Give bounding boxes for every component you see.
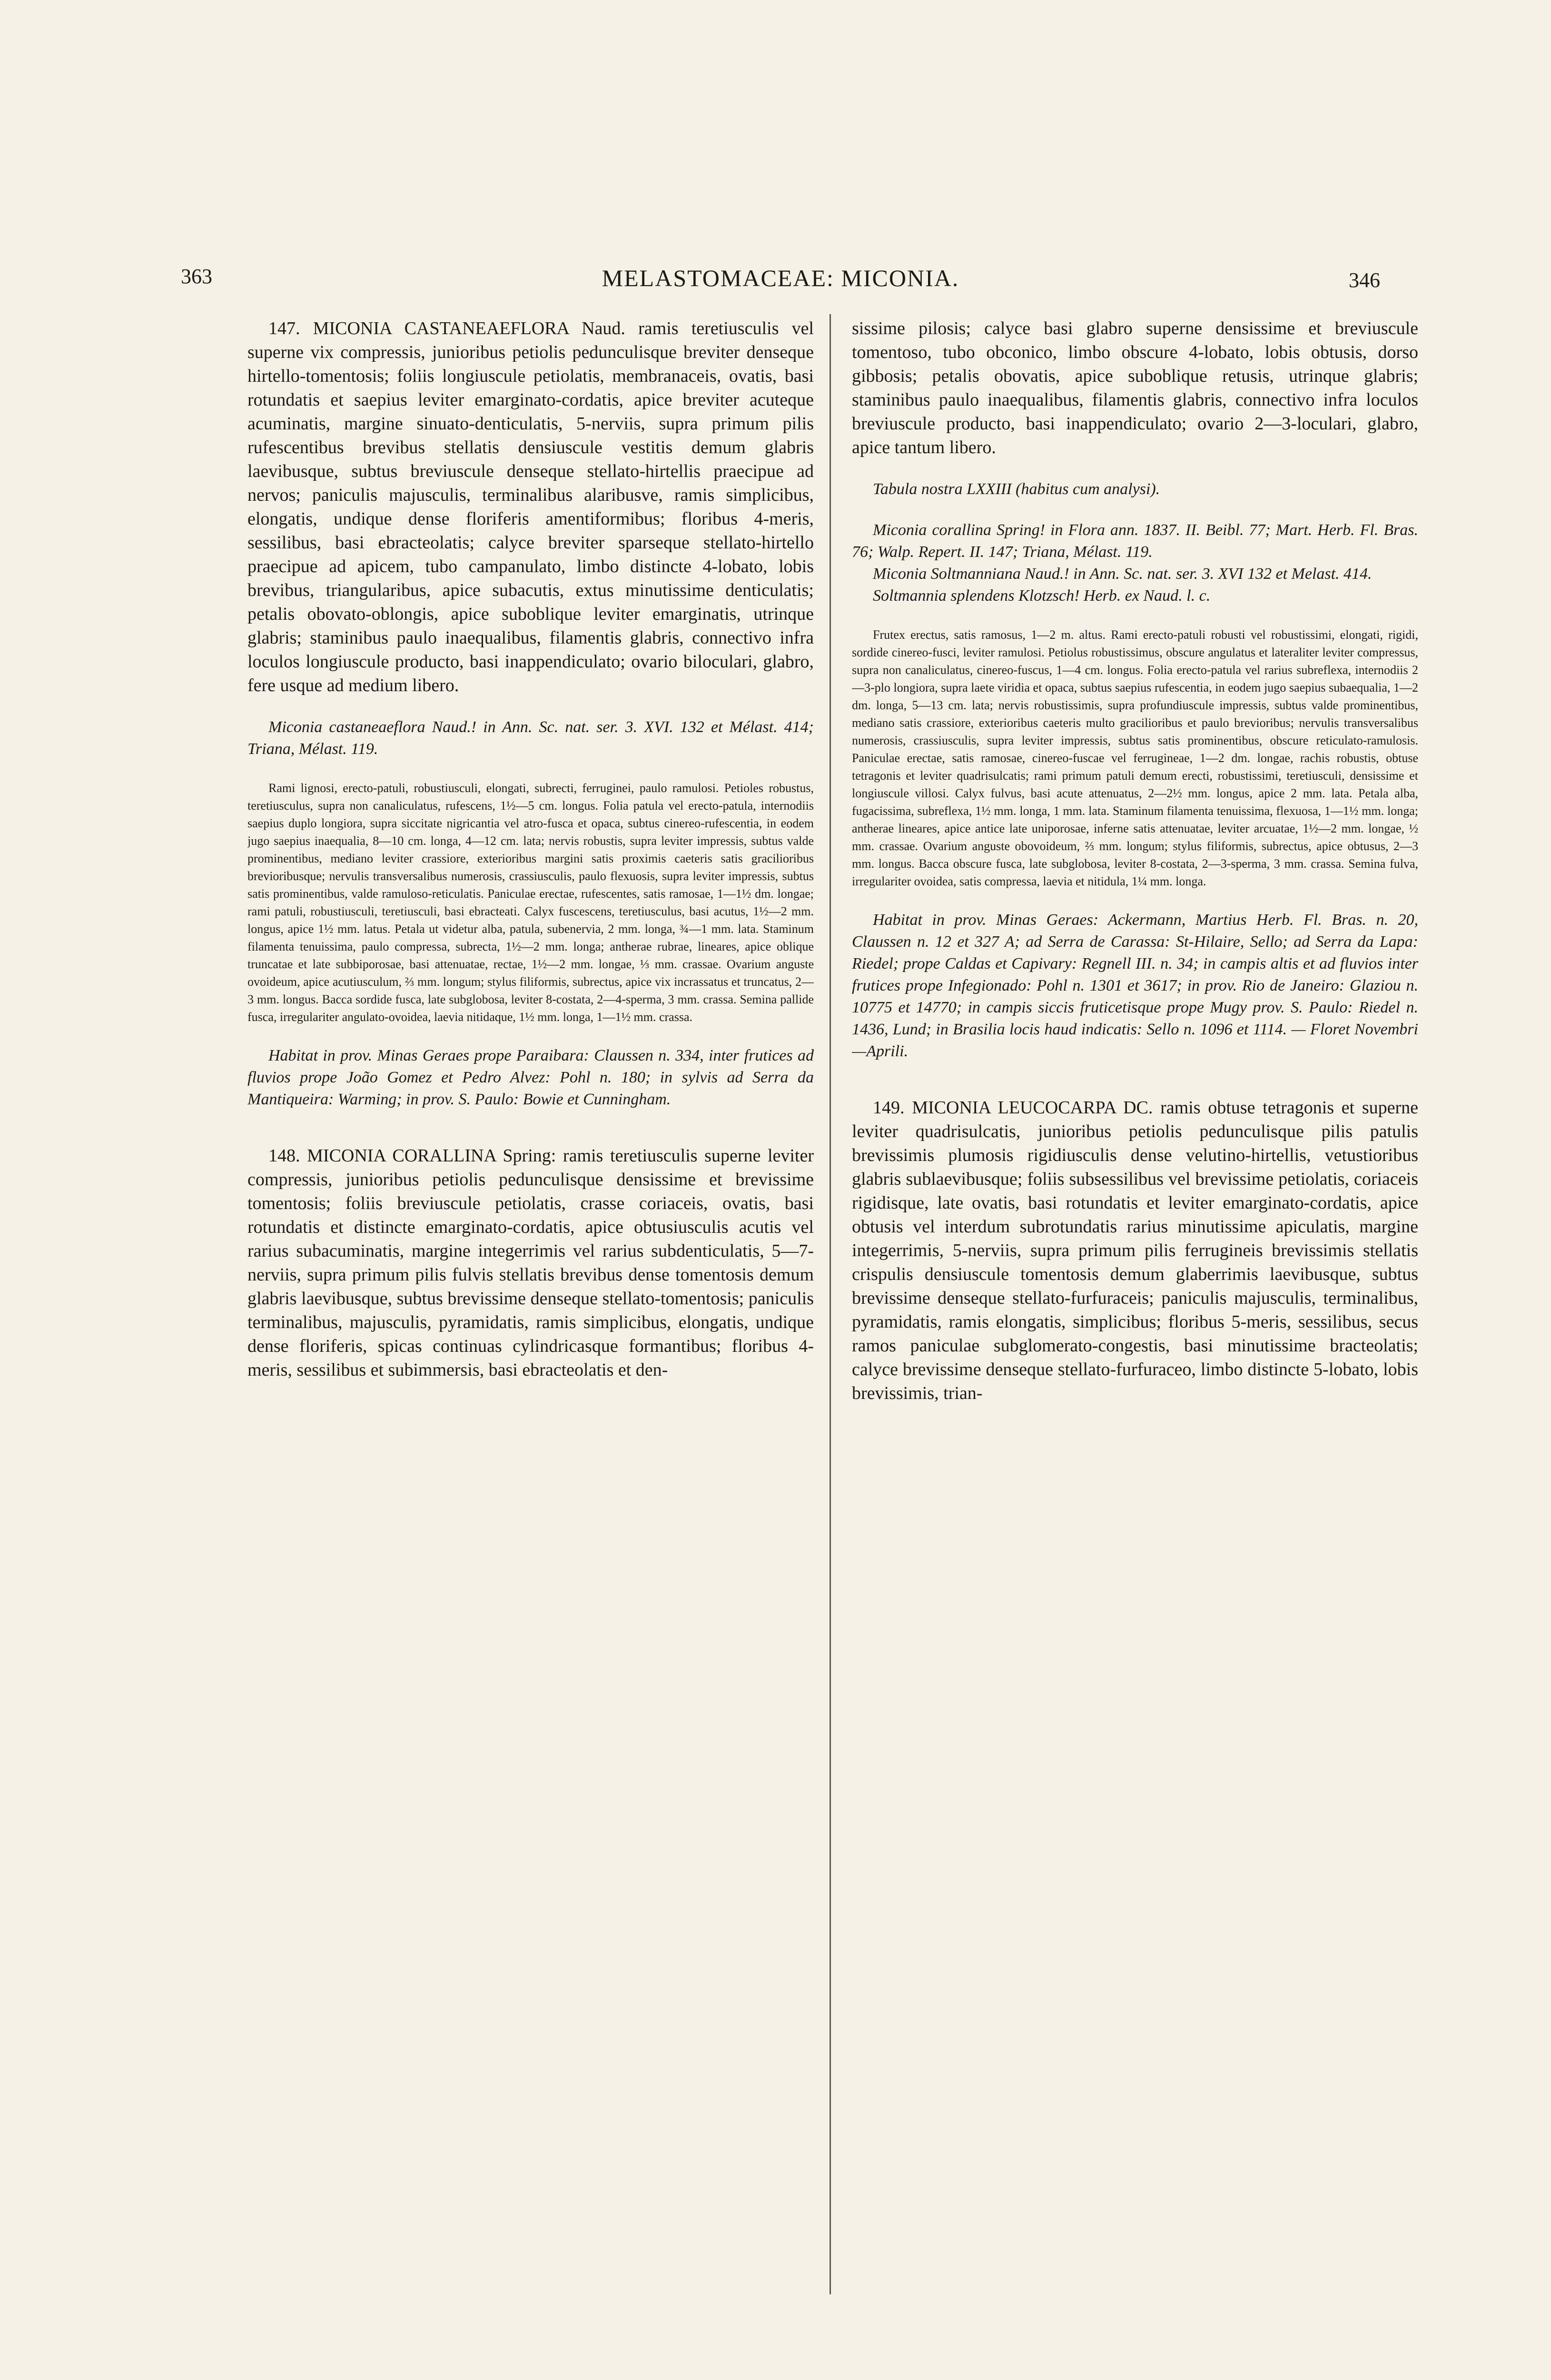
species-148-synonym-1: Miconia corallina Spring! in Flora ann. 1837. II. Beibl. 77; Mart. Herb. Fl. Bras. 76; Walp. Repert. II. 147; Triana, Mélast. 119. (852, 521, 1418, 561)
page-number-right: 346 (1349, 268, 1380, 292)
running-header (181, 264, 1380, 307)
species-147-description: 147. MICONIA CASTANEAEFLORA Naud. ramis teretiusculis vel superne vix compressis, junioribus petiolis pedunculisque breviter denseque hirtello-tomentosis; foliis longiuscule petiolatis, membranaceis, ovatis, basi rotundatis et saepius leviter emarginato-cordatis, apice breviter acuteque acuminatis, margine sinuato-denticulatis, 5-nerviis, supra primum pilis rufescentibus brevibus stellatis densiuscule vestitis demum glabris laevibusque, subtus breviuscule denseque stellato-hirtellis praecipue ad nervos; paniculis majusculis, terminalibus alaribusve, ramis simplicibus, elongatis, undique dense floriferis amentiformibus; floribus 4-meris, sessilibus, basi ebracteolatis; calyce breviter sparseque stellato-hirtello praecipue ad apicem, tubo campanulato, limbo distincte 4-lobato, lobis brevibus, triangularibus, apice subacutis, extus minutissime denticulatis; petalis obovato-oblongis, apice suboblique leviter emarginatis, utrinque glabris; staminibus paulo inaequalibus, filamentis glabris, connectivo infra loculos longiuscule producto, basi inappendiculato; ovario biloculari, glabro, fere usque ad medium libero. (247, 318, 814, 695)
species-148-synonym-2: Miconia Soltmanniana Naud.! in Ann. Sc. nat. ser. 3. XVI 132 et Melast. 414. (873, 565, 1372, 583)
species-148-habitat: Habitat in prov. Minas Geraes: Ackermann, Martius Herb. Fl. Bras. n. 20, Claussen n. 12 et 327 A; ad Serra de Carassa: St-Hilaire, Sello; ad Serra da Lapa: Riedel; prope Caldas et Capivary: Regnell III. n. 34; in campis altis et ad fluvios inter frutices prope Infegionado: Pohl n. 1301 et 3617; in prov. Rio de Janeiro: Glaziou n. 10775 et 14770; in campis siccis fruticetisque prope Mugy prov. S. Paulo: Riedel n. 1436, Lund; in Brasilia locis haud indicatis: Sello n. 1096 et 1114. — Floret Novembri—Aprili. (852, 911, 1418, 1060)
right-column (852, 317, 1418, 2363)
column-divider (830, 314, 831, 2294)
species-147-habitat: Habitat in prov. Minas Geraes prope Paraibara: Claussen n. 334, inter frutices ad fluvios prope João Gomez et Pedro Alvez: Pohl n. 180; in sylvis ad Serra da Mantiqueira: Warming; in prov. S. Paulo: Bowie et Cunningham. (247, 1047, 814, 1108)
species-148-description-continued: sissime pilosis; calyce basi glabro superne densissime et breviuscule tomentoso, tubo obconico, limbo obscure 4-lobato, lobis obtusis, dorso gibbosis; petalis obovatis, apice suboblique retusis, utrinque glabris; staminibus paulo inaequalibus, filamentis glabris, connectivo infra loculos breviuscule producto, basi inappendiculato; ovario 2—3-loculari, glabro, apice tantum libero. (852, 318, 1418, 457)
species-149-description: 149. MICONIA LEUCOCARPA DC. ramis obtuse tetragonis et superne leviter quadrisulcatis, junioribus petiolis pedunculisque pilis patulis brevissimis plumosis rigidiusculis dense velutino-hirtellis, vetustioribus glabris sublaevibusque; foliis subsessilibus vel brevissime petiolatis, coriaceis rigidisque, late ovatis, basi rotundatis et leviter emarginato-cordatis, apice obtusis vel interdum subrotundatis rarius minutissime apiculatis, margine integerrimis, 5-nerviis, supra primum pilis ferrugineis brevissimis stellatis crispulis densiuscule tomentosis demum glaberrimis laevibusque, subtus brevissime denseque stellato-furfuraceis; paniculis majusculis, terminalibus, pyramidatis, ramis elongatis, simplicibus; floribus 5-meris, sessilibus, secus ramos paniculae subglomerato-congestis, basi minutissime bracteolatis; calyce brevissime denseque stellato-furfuraceo, limbo distincte 5-lobato, lobis brevissimis, trian- (852, 1098, 1418, 1403)
left-column (247, 317, 814, 2363)
species-148-synonym-3: Soltmannia splendens Klotzsch! Herb. ex Naud. l. c. (873, 587, 1211, 605)
page-number-left: 363 (181, 265, 212, 288)
species-148-description: 148. MICONIA CORALLINA Spring: ramis teretiusculis superne leviter compressis, junioribus petiolis pedunculisque densissime et brevissime tomentosis; foliis breviuscule petiolatis, crasse coriaceis, ovatis, basi rotundatis et distincte emarginato-cordatis, apice obtusiusculis acutis vel rarius subacuminatis, margine integerrimis vel rarius subdenticulatis, 5—7-nerviis, supra primum pilis fulvis stellatis brevibus dense tomentosis demum glabris laevibusque, subtus brevissime denseque stellato-tomentosis; paniculis terminalibus, majusculis, pyramidatis, ramis simplicibus, elongatis, undique dense floriferis, spicas continuas cylindricasque formantibus; floribus 4-meris, sessilibus et subimmersis, basi ebracteolatis et den- (247, 1146, 814, 1380)
species-148-detail: Frutex erectus, satis ramosus, 1—2 m. altus. Rami erecto-patuli robusti vel robustissimi, elongati, rigidi, sordide cinereo-fusci, leviter ramulosi. Petiolus robustissimus, obscure angulatus et lateraliter leviter compressus, supra non canaliculatus, cinereo-fuscus, 1—4 cm. longus. Folia erecto-patula vel rarius subreflexa, internodiis 2—3-plo longiora, supra laete viridia et opaca, subtus saepius rufescentia, in eodem jugo saepius subaequalia, 1—2 dm. longa, 5—13 cm. lata; nervis robustissimis, supra profundiuscule impressis, subtus valde prominentibus, mediano satis crassiore, exterioribus caeteris multo gracilioribus et paulo brevioribus; nervulis transversalibus numerosis, crassiusculis, supra leviter impressis, subtus satis prominentibus, obscure reticulato-ramulosis. Paniculae erectae, satis ramosae, cinereo-fuscae vel ferrugineae, 1—2 dm. longae, rachis robustis, obtuse tetragonis et leviter quadrisulcatis; rami primum patuli demum erecti, robustissimi, teretiusculi, densissime et longiuscule villosi. Calyx fulvus, basi acute attenuatus, 2—2½ mm. longus, apice 2 mm. lata. Petala alba, fugacissima, subreflexa, 1½ mm. longa, 1 mm. lata. Staminum filamenta tenuissima, flexuosa, 1—1½ mm. longa; antherae lineares, apice antice late uniporosae, inferne satis attenuatae, leviter arcuatae, 1½—2 mm. longae, ½ mm. crassae. Ovarium anguste obovoideum, ⅔ mm. longum; stylus filiformis, subrectus, apice obtusus, 2—3 mm. longus. Bacca obscure fusca, late subglobosa, leviter 8-costata, 2—3-sperma, 3 mm. crassa. Semina fulva, irregulariter ovoidea, satis compressa, laevia et nitidula, 1¼ mm. longa. (852, 628, 1418, 888)
running-title: MELASTOMACEAE: MICONIA. (602, 265, 959, 291)
species-147-detail: Rami lignosi, erecto-patuli, robustiusculi, elongati, subrecti, ferruginei, paulo ramulosi. Petioles robustus, teretiusculus, supra non canaliculatus, rufescens, 1½—5 cm. longus. Folia patula vel erecto-patula, internodiis saepius duplo longiora, supra siccitate nigricantia vel atro-fusca et opaca, subtus cinereo-rufescentia, in eodem jugo saepius inaequalia, 8—10 cm. longa, 4—12 cm. lata; nervis robustis, supra leviter impressis, subtus valde prominentibus, mediano leviter crassiore, exterioribus margini satis proximis caeteris satis gracilioribus brevioribusque; nervulis transversalibus numerosis, crassiusculis, paulo flexuosis, supra leviter impressis, subtus satis prominentibus, valde ramuloso-reticulatis. Paniculae erectae, rufescentes, satis ramosae, 1—1½ dm. longae; rami patuli, robustiusculi, teretiusculi, basi ebracteati. Calyx fuscescens, teretiusculus, basi acutus, 1½—2 mm. longus, apice 1½ mm. latus. Petala ut videtur alba, patula, subenervia, 2 mm. longa, ¾—1 mm. lata. Staminum filamenta tenuissima, paulo compressa, subrecta, 1½—2 mm. longa; antherae rubrae, lineares, apice oblique truncatae et late subbiporosae, basi attenuatae, rectae, 1½—2 mm. longae, ⅓ mm. crassae. Ovarium anguste ovoideum, apice acutiusculum, ⅔ mm. longum; stylus filiformis, subrectus, apice vix incrassatus et truncatus, 2—3 mm. longus. Bacca sordide fusca, late subglobosa, leviter 8-costata, 2—4-sperma, 3 mm. crassa. Semina pallide fusca, irregulariter angulato-ovoidea, laevia nitidaque, 1½ mm. longa, 1—1½ mm. crassa. (247, 781, 814, 1024)
species-147-synonymy: Miconia castaneaeflora Naud.! in Ann. Sc. nat. ser. 3. XVI. 132 et Mélast. 414; Triana, Mélast. 119. (247, 718, 814, 758)
plate-reference: Tabula nostra LXXIII (habitus cum analysi). (873, 480, 1160, 498)
